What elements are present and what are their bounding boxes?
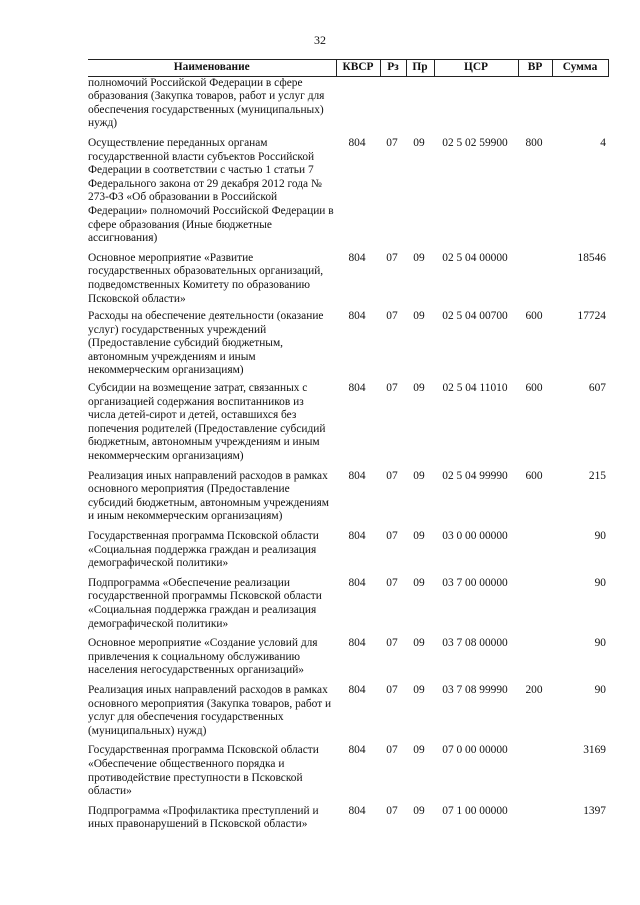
row-csr: 03 7 08 00000 xyxy=(442,637,508,650)
row-kvsr: 804 xyxy=(348,382,366,395)
row-csr: 03 7 00 00000 xyxy=(442,576,508,589)
row-name: Осуществление переданных органам государственной власти субъектов Российской Федерации в соответствии с частью 1 статьи 7 Федерального закона от 29 декабря 2012 года № 273-ФЗ «Об образовании в Российской Федерации» полномочий Российской Федерации в сфере образования (Иные бюджетные ассигнования) xyxy=(88,136,334,245)
header-csr: ЦСР xyxy=(434,60,518,77)
header-vr: ВР xyxy=(518,60,552,77)
row-kvsr: 804 xyxy=(348,744,366,757)
row-sum: 4 xyxy=(600,136,606,149)
header-kvsr: КВСР xyxy=(336,60,380,77)
row-rz: 07 xyxy=(386,469,398,482)
row-kvsr: 804 xyxy=(348,136,366,149)
row-pr: 09 xyxy=(413,637,425,650)
header-sum: Сумма xyxy=(552,60,608,77)
row-csr: 03 0 00 00000 xyxy=(442,530,508,542)
row-kvsr: 804 xyxy=(348,251,366,264)
row-vr xyxy=(518,76,552,137)
table-row xyxy=(88,310,608,382)
row-pr: 09 xyxy=(413,251,425,264)
row-csr xyxy=(434,76,518,137)
table-row xyxy=(88,530,608,577)
row-pr: 09 xyxy=(413,576,425,589)
page-number: 32 xyxy=(314,33,326,47)
table-row xyxy=(88,137,608,252)
row-kvsr: 804 xyxy=(348,469,366,482)
row-pr xyxy=(406,76,434,137)
row-sum: 18546 xyxy=(577,251,606,264)
row-csr: 02 5 04 11010 xyxy=(442,382,508,395)
row-vr xyxy=(518,577,552,637)
row-vr xyxy=(518,744,552,804)
row-sum: 90 xyxy=(594,530,606,542)
row-vr: 600 xyxy=(525,469,543,482)
row-pr: 09 xyxy=(413,683,425,696)
row-pr: 09 xyxy=(413,530,425,542)
table-row xyxy=(88,470,608,530)
row-sum: 215 xyxy=(588,469,606,482)
row-name: Государственная программа Псковской области «Обеспечение общественного порядка и противодействие преступности в Псковской области» xyxy=(88,744,319,798)
row-csr: 02 5 04 00000 xyxy=(442,251,508,264)
row-pr: 09 xyxy=(413,382,425,395)
row-rz: 07 xyxy=(386,744,398,757)
row-name: Реализация иных направлений расходов в рамках основного мероприятия (Закупка товаров, работ и услуг для обеспечения государственных (муниципальных) нужд) xyxy=(88,683,332,737)
row-csr: 02 5 02 59900 xyxy=(442,136,508,149)
row-pr: 09 xyxy=(413,136,425,149)
row-csr: 02 5 04 99990 xyxy=(442,469,508,482)
row-vr: 800 xyxy=(525,136,543,149)
row-sum xyxy=(552,76,608,137)
row-kvsr: 804 xyxy=(348,576,366,589)
row-rz: 07 xyxy=(386,251,398,264)
row-sum: 90 xyxy=(594,576,606,589)
row-csr: 02 5 04 00700 xyxy=(442,310,508,323)
row-rz: 07 xyxy=(386,310,398,323)
row-name: Реализация иных направлений расходов в рамках основного мероприятия (Предоставление субсидий бюджетным, автономным учреждениям и иным некоммерческим организациям) xyxy=(88,469,329,523)
row-rz: 07 xyxy=(386,804,398,817)
row-sum: 1397 xyxy=(583,804,606,817)
row-kvsr: 804 xyxy=(348,310,366,323)
table-row xyxy=(88,684,608,744)
header-pr: Пр xyxy=(406,60,434,77)
row-rz: 07 xyxy=(386,637,398,650)
table-row xyxy=(88,252,608,310)
row-rz: 07 xyxy=(386,136,398,149)
header-rz: Рз xyxy=(380,60,406,77)
row-name: Подпрограмма «Профилактика преступлений и иных правонарушений в Псковской области» xyxy=(88,804,319,831)
row-name: Основное мероприятие «Развитие государственных образовательных организаций, подведомственных Комитету по образованию Псковской области» xyxy=(88,251,324,305)
row-kvsr: 804 xyxy=(348,804,366,817)
row-rz: 07 xyxy=(386,530,398,542)
budget-table xyxy=(88,59,609,838)
row-csr: 07 0 00 00000 xyxy=(442,744,508,757)
row-pr: 09 xyxy=(413,744,425,757)
row-rz: 07 xyxy=(386,382,398,395)
row-name: Государственная программа Псковской области «Социальная поддержка граждан и реализация демографической политики» xyxy=(88,530,319,570)
row-vr xyxy=(518,530,552,577)
row-pr: 09 xyxy=(413,469,425,482)
row-pr: 09 xyxy=(413,804,425,817)
table-header-row xyxy=(88,60,608,77)
table-row xyxy=(88,577,608,637)
row-vr: 600 xyxy=(525,310,543,323)
row-sum: 90 xyxy=(594,683,606,696)
header-name: Наименование xyxy=(88,60,336,77)
row-kvsr: 804 xyxy=(348,637,366,650)
row-kvsr: 804 xyxy=(348,683,366,696)
table-row xyxy=(88,382,608,470)
row-vr xyxy=(518,252,552,310)
row-sum: 17724 xyxy=(577,310,606,323)
row-kvsr: 804 xyxy=(348,530,366,542)
row-name: Расходы на обеспечение деятельности (оказание услуг) государственных учреждений (Предоставление субсидий бюджетным, автономным учреждениям и иным некоммерческим организациям) xyxy=(88,310,324,377)
row-vr xyxy=(518,637,552,684)
row-sum: 607 xyxy=(588,382,606,395)
row-name: Подпрограмма «Обеспечение реализации государственной программы Псковской области «Социальная поддержка граждан и реализация демографической политики» xyxy=(88,576,322,630)
table-row xyxy=(88,805,608,838)
row-csr: 03 7 08 99990 xyxy=(442,683,508,696)
row-rz xyxy=(380,76,406,137)
table-row xyxy=(88,637,608,684)
row-sum: 90 xyxy=(594,637,606,650)
row-rz: 07 xyxy=(386,683,398,696)
row-name: полномочий Российской Федерации в сфере образования (Закупка товаров, работ и услуг для обеспечения государственных (муниципальных) нужд) xyxy=(88,76,325,130)
row-csr: 07 1 00 00000 xyxy=(442,804,508,817)
row-name: Субсидии на возмещение затрат, связанных с организацией содержания воспитанников из числа детей-сирот и детей, оставшихся без попечения родителей (Предоставление субсидий бюджетным, автономным учреждениям и иным некоммерческим организациям) xyxy=(88,382,326,463)
row-vr: 600 xyxy=(525,382,543,395)
row-rz: 07 xyxy=(386,576,398,589)
table-row xyxy=(88,76,608,137)
row-vr: 200 xyxy=(525,683,543,696)
row-sum: 3169 xyxy=(583,744,606,757)
row-vr xyxy=(518,805,552,838)
table-row xyxy=(88,744,608,804)
row-pr: 09 xyxy=(413,310,425,323)
row-name: Основное мероприятие «Создание условий для привлечения к социальному обслуживанию населения негосударственных организаций» xyxy=(88,637,318,677)
row-kvsr xyxy=(336,76,380,137)
